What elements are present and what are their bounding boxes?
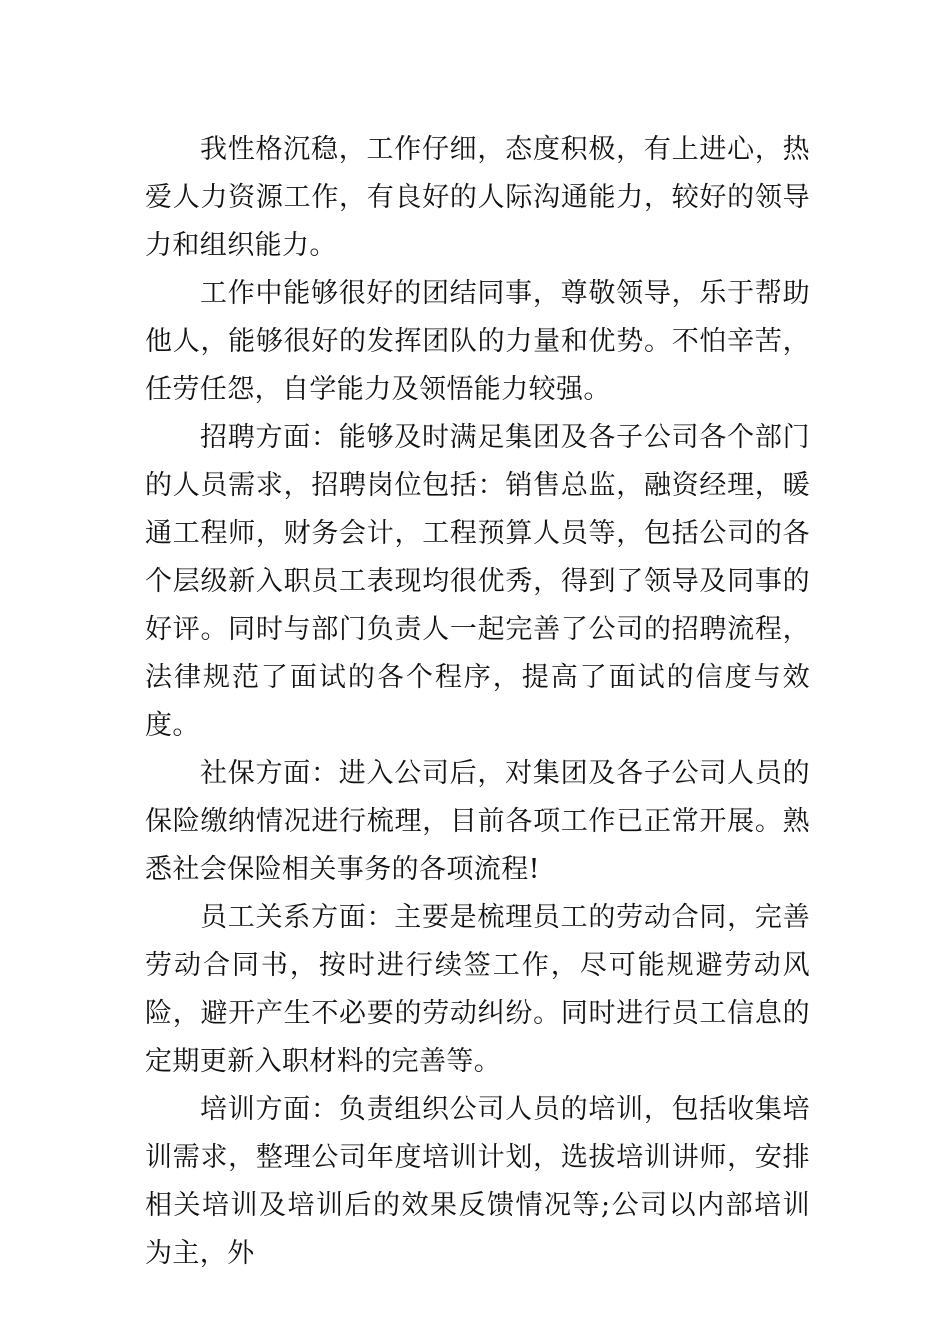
paragraph-recruitment: 招聘方面：能够及时满足集团及各子公司各个部门的人员需求，招聘岗位包括：销售总监，融资经理，暖通工程师，财务会计，工程预算人员等，包括公司的各个层级新入职员工表现均很优秀，得到了领导及同事的好评。同时与部门负责人一起完善了公司的招聘流程，法律规范了面试的各个程序，提高了面试的信度与效度。 (145, 422, 810, 741)
paragraph-teamwork: 工作中能够很好的团结同事，尊敬领导，乐于帮助他人，能够很好的发挥团队的力量和优势。不怕辛苦，任劳任怨，自学能力及领悟能力较强。 (145, 278, 810, 405)
paragraph-training: 培训方面：负责组织公司人员的培训，包括收集培训需求，整理公司年度培训计划，选拔培训讲师，安排相关培训及培训后的效果反馈情况等;公司以内部培训为主，外 (145, 1094, 810, 1269)
paragraph-personality: 我性格沉稳，工作仔细，态度积极，有上进心，热爱人力资源工作，有良好的人际沟通能力，较好的领导力和组织能力。 (145, 134, 810, 261)
paragraph-employee-relations: 员工关系方面：主要是梳理员工的劳动合同，完善劳动合同书，按时进行续签工作，尽可能规避劳动风险，避开产生不必要的劳动纠纷。同时进行员工信息的定期更新入职材料的完善等。 (145, 902, 810, 1077)
document-body (145, 126, 810, 1278)
paragraph-social-insurance: 社保方面：进入公司后，对集团及各子公司人员的保险缴纳情况进行梳理，目前各项工作已正常开展。熟悉社会保险相关事务的各项流程! (145, 758, 810, 885)
